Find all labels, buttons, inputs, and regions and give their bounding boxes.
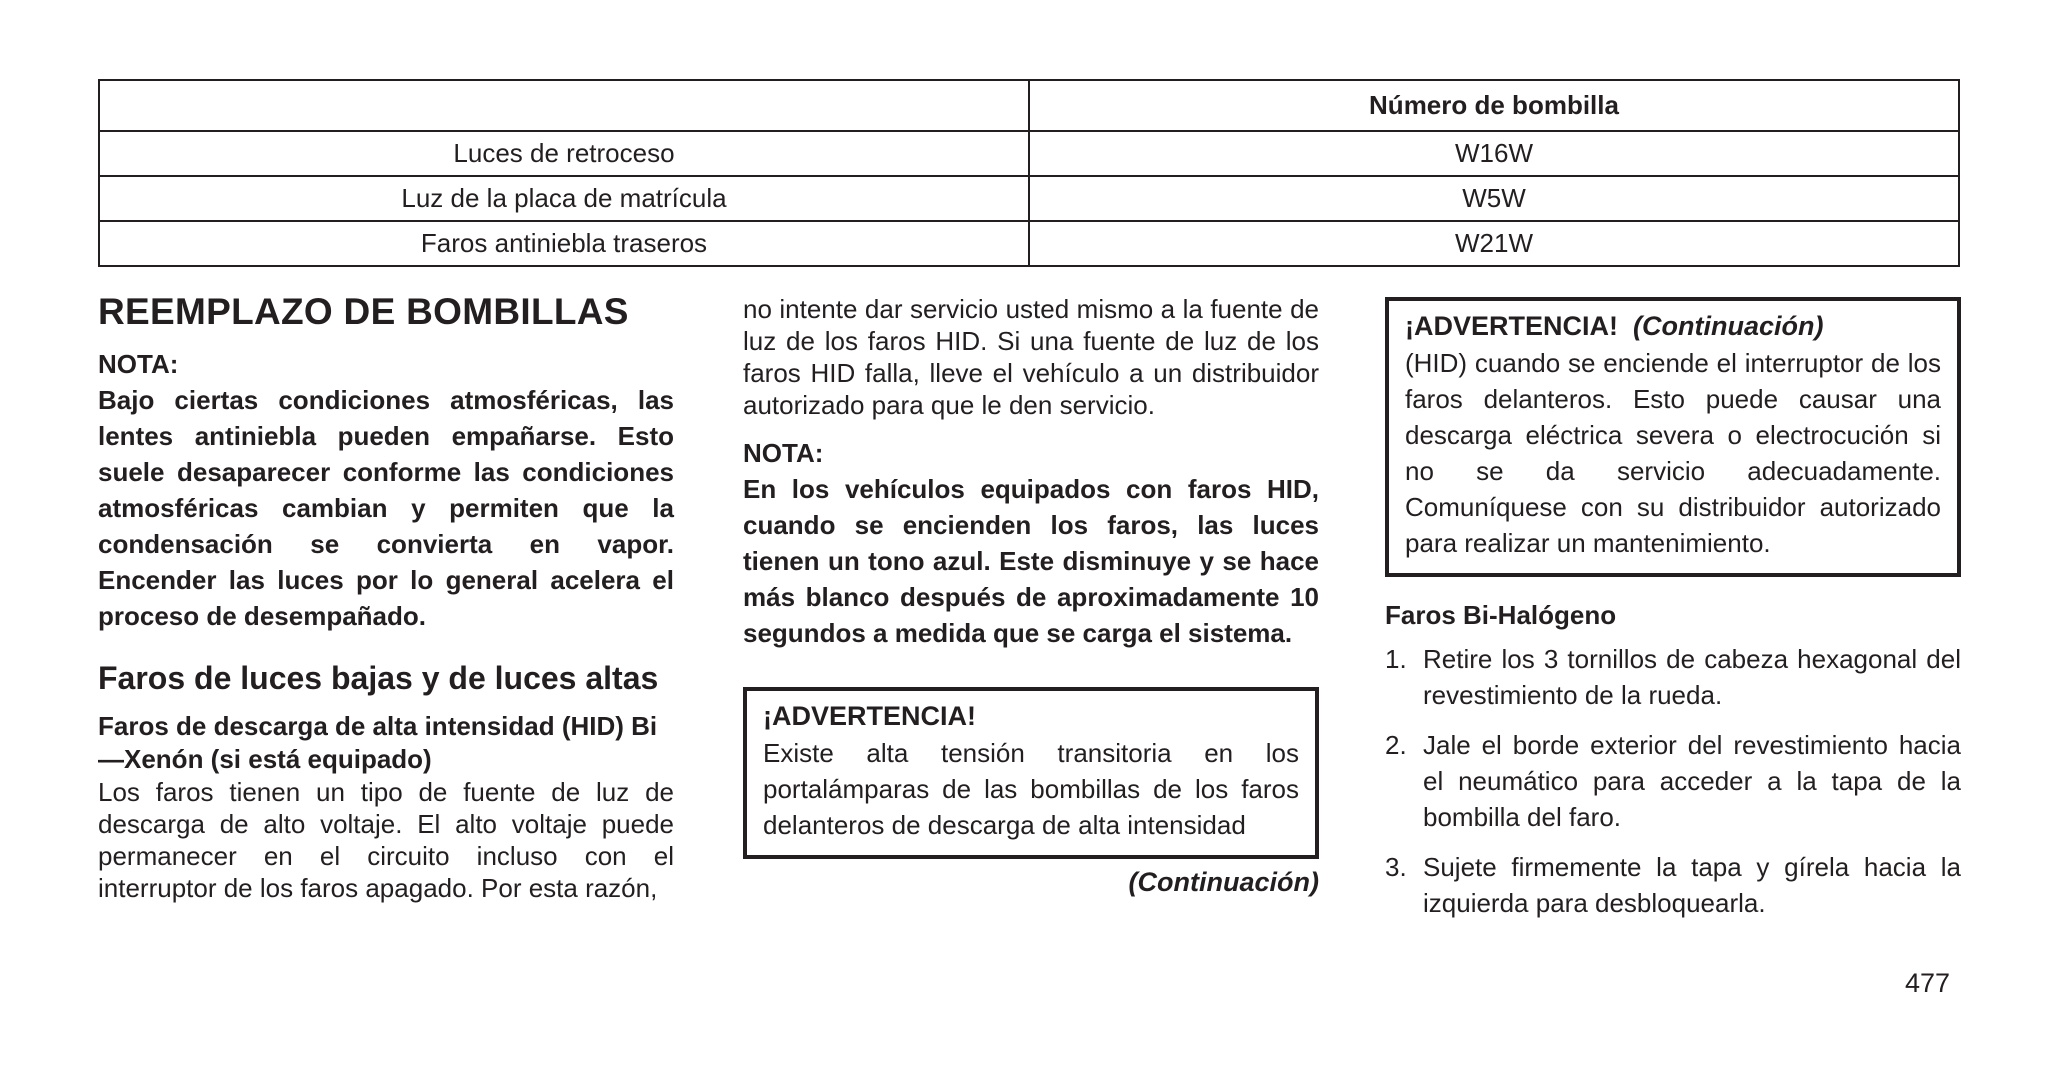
continuation-label: (Continuación) xyxy=(1128,867,1319,897)
table-row xyxy=(99,131,1959,176)
table-cell: Luz de la placa de matrícula xyxy=(99,176,1029,221)
warning-box xyxy=(743,687,1319,859)
warning-continuation: (Continuación) xyxy=(1633,311,1824,341)
column-left xyxy=(98,290,674,904)
warning-title xyxy=(1405,307,1941,345)
warning-text: Existe alta tensión transitoria en los portalámparas de las bombillas de los faros delanteros de descarga de alta intensidad xyxy=(763,738,1299,840)
bulb-table xyxy=(98,79,1960,267)
warning-title: ¡ADVERTENCIA! xyxy=(763,701,976,731)
table-cell: W16W xyxy=(1029,131,1959,176)
steps-list xyxy=(1385,641,1961,921)
step-text: Sujete firmemente la tapa y gírela hacia la izquierda para desbloquearla. xyxy=(1423,852,1961,918)
list-item xyxy=(1385,849,1961,921)
table-header-cell xyxy=(99,80,1029,131)
table-cell: W5W xyxy=(1029,176,1959,221)
subsubheading: Faros de descarga de alta intensidad (HID) Bi—Xenón (si está equipado) xyxy=(98,711,658,774)
column-middle xyxy=(743,293,1319,898)
step-number: 3. xyxy=(1385,852,1407,882)
table-cell: Faros antiniebla traseros xyxy=(99,221,1029,266)
step-number: 2. xyxy=(1385,730,1407,760)
table-header-cell: Número de bombilla xyxy=(1029,80,1959,131)
page-number: 477 xyxy=(1905,968,1951,998)
note-label: NOTA: xyxy=(743,438,824,468)
warning-box xyxy=(1385,297,1961,577)
step-number: 1. xyxy=(1385,644,1407,674)
step-text: Jale el borde exterior del revestimiento hacia el neumático para acceder a la tapa de la bombilla del faro. xyxy=(1423,730,1961,832)
table-row xyxy=(99,221,1959,266)
body-text: Los faros tienen un tipo de fuente de luz de descarga de alto voltaje. El alto voltaje puede permanecer en el circuito incluso con el interruptor de los faros apagado. Por esta razón, xyxy=(98,777,674,903)
warning-title-text: ¡ADVERTENCIA! xyxy=(1405,311,1618,341)
column-right xyxy=(1385,297,1961,935)
table-header-row xyxy=(99,80,1959,131)
list-item xyxy=(1385,727,1961,835)
table-cell: Luces de retroceso xyxy=(99,131,1029,176)
table-row xyxy=(99,176,1959,221)
section-title: REEMPLAZO DE BOMBILLAS xyxy=(98,291,629,332)
note-text: Bajo ciertas condiciones atmosféricas, las lentes antiniebla pueden empañarse. Esto suele desaparecer conforme las condiciones atmosféricas cambian y permiten que la condensación se convierta en vapor. Encender las luces por lo general acelera el proceso de desempañado. xyxy=(98,385,674,631)
note-text: En los vehículos equipados con faros HID, cuando se encienden los faros, las luces tienen un tono azul. Este disminuye y se hace más blanco después de aproximadamente 10 segundos a medida que se carga el sistema. xyxy=(743,474,1319,648)
subheading: Faros Bi-Halógeno xyxy=(1385,600,1617,630)
subheading: Faros de luces bajas y de luces altas xyxy=(98,660,659,696)
list-item xyxy=(1385,641,1961,713)
table-cell: W21W xyxy=(1029,221,1959,266)
body-text: no intente dar servicio usted mismo a la fuente de luz de los faros HID. Si una fuente de luz de los faros HID falla, lleve el vehículo a un distribuidor autorizado para que le den servicio. xyxy=(743,294,1319,420)
note-label: NOTA: xyxy=(98,349,179,379)
step-text: Retire los 3 tornillos de cabeza hexagonal del revestimiento de la rueda. xyxy=(1423,644,1961,710)
warning-text: (HID) cuando se enciende el interruptor de los faros delanteros. Esto puede causar una descarga eléctrica severa o electrocución si no se da servicio adecuadamente. Comuníquese con su distribuidor autorizado para realizar un mantenimiento. xyxy=(1405,348,1941,558)
